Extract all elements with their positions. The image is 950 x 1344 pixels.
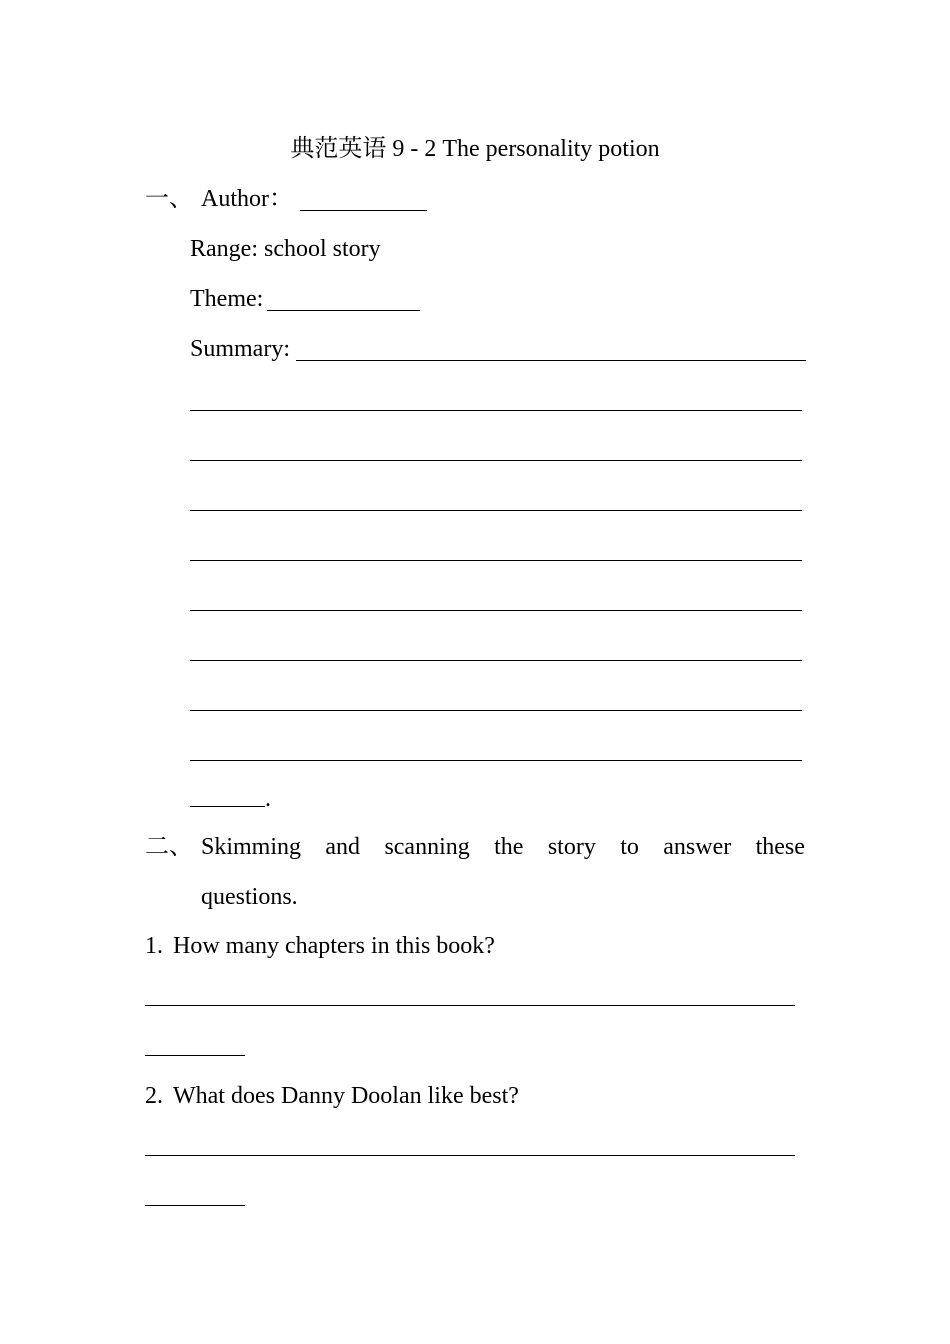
summary-blank-line[interactable] — [190, 410, 802, 411]
instruction-continuation: questions. — [201, 884, 298, 910]
question-text: What does Danny Doolan like best? — [173, 1083, 519, 1109]
instruction-word: and — [325, 834, 361, 860]
range-label: Range: school story — [190, 236, 381, 262]
summary-blank-line[interactable] — [190, 760, 802, 761]
summary-blank-line[interactable] — [190, 460, 802, 461]
summary-blank-line[interactable] — [190, 660, 802, 661]
author-blank[interactable] — [300, 210, 427, 211]
summary-blank-line[interactable] — [190, 510, 802, 511]
instruction-word: story — [547, 834, 596, 860]
instruction-word: these — [755, 834, 805, 860]
summary-blank-line[interactable] — [190, 560, 802, 561]
answer-blank-line[interactable] — [145, 1055, 245, 1056]
theme-label: Theme: — [190, 286, 264, 312]
section-one-number: 一、 — [145, 186, 193, 212]
instruction-line — [201, 832, 805, 862]
author-label: Author： — [201, 186, 293, 212]
page-title: 典范英语 9 - 2 The personality potion — [290, 136, 660, 162]
instruction-word: the — [494, 834, 524, 860]
instruction-word: Skimming — [201, 834, 302, 860]
answer-blank-line[interactable] — [145, 1205, 245, 1206]
summary-period: . — [265, 786, 271, 812]
answer-blank-line[interactable] — [145, 1155, 795, 1156]
answer-blank-line[interactable] — [145, 1005, 795, 1006]
question-number: 1. — [145, 933, 163, 959]
summary-blank-line[interactable] — [296, 360, 806, 361]
instruction-word: to — [620, 834, 639, 860]
summary-blank-line[interactable] — [190, 710, 802, 711]
instruction-word: scanning — [384, 834, 470, 860]
summary-label: Summary: — [190, 336, 290, 362]
summary-blank-line[interactable] — [190, 610, 802, 611]
question-text: How many chapters in this book? — [173, 933, 495, 959]
summary-blank-line-end[interactable] — [190, 806, 265, 807]
section-two-number: 二、 — [145, 834, 193, 860]
instruction-word: answer — [663, 834, 732, 860]
theme-blank[interactable] — [267, 310, 420, 311]
question-number: 2. — [145, 1083, 163, 1109]
